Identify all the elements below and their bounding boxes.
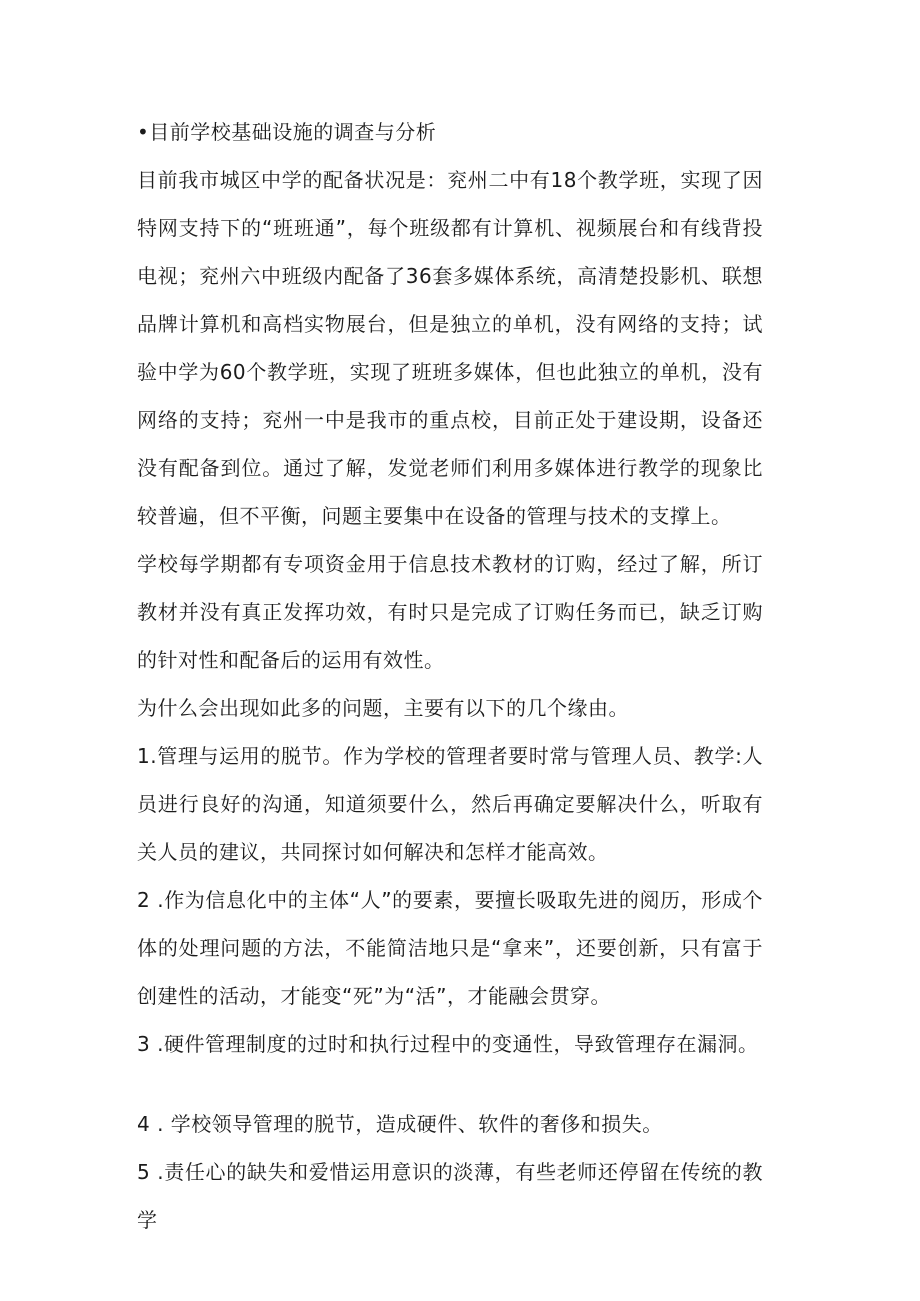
paragraph-textbook-funding: 学校每学期都有专项资金用于信息技术教材的订购，经过了解，所订教材并没有真正发挥功效，有时只是完成了订购任务而已，缺乏订购的针对性和配备后的运用有效性。 — [137, 552, 763, 672]
text-column — [137, 108, 763, 1244]
paragraph-reason-3: 3 .硬件管理制度的过时和执行过程中的变通性，导致管理存在漏洞。 — [137, 1032, 759, 1056]
paragraph-reason-5: 5 .责任心的缺失和爱惜运用意识的淡薄，有些老师还停留在传统的教学 — [137, 1160, 763, 1232]
paragraph-school-equipment-overview: 目前我市城区中学的配备状况是：兖州二中有18个教学班，实现了因特网支持下的“班班通”，每个班级都有计算机、视频展台和有线背投电视；兖州六中班级内配备了36套多媒体系统，高清楚投影机、联想品牌计算机和高档实物展台，但是独立的单机，没有网络的支持；试验中学为60个教学班，实现了班班多媒体，但也此独立的单机，没有网络的支持；兖州一中是我市的重点校，目前正处于建设期，设备还没有配备到位。通过了解，发觉老师们利用多媒体进行教学的现象比较普遍，但不平衡，问题主要集中在设备的管理与技术的支撑上。 — [137, 168, 763, 528]
paragraph-reason-1: 1.管理与运用的脱节。作为学校的管理者要时常与管理人员、教学:人员进行良好的沟通，知道须要什么，然后再确定要解决什么，听取有关人员的建议，共同探讨如何解决和怎样才能高效。 — [137, 744, 763, 864]
paragraph-reason-2: 2 .作为信息化中的主体“人”的要素，要擅长吸取先进的阅历，形成个体的处理问题的方法，不能简洁地只是“拿来”，还要创新，只有富于创建性的活动，才能变“死”为“活”，才能融会贯穿。 — [137, 888, 763, 1008]
paragraph-reasons-intro: 为什么会出现如此多的问题，主要有以下的几个缘由。 — [137, 696, 629, 720]
bullet-heading: •目前学校基础设施的调查与分析 — [137, 120, 437, 144]
paragraph-reason-4: 4 . 学校领导管理的脱节，造成硬件、软件的奢侈和损失。 — [137, 1112, 663, 1136]
